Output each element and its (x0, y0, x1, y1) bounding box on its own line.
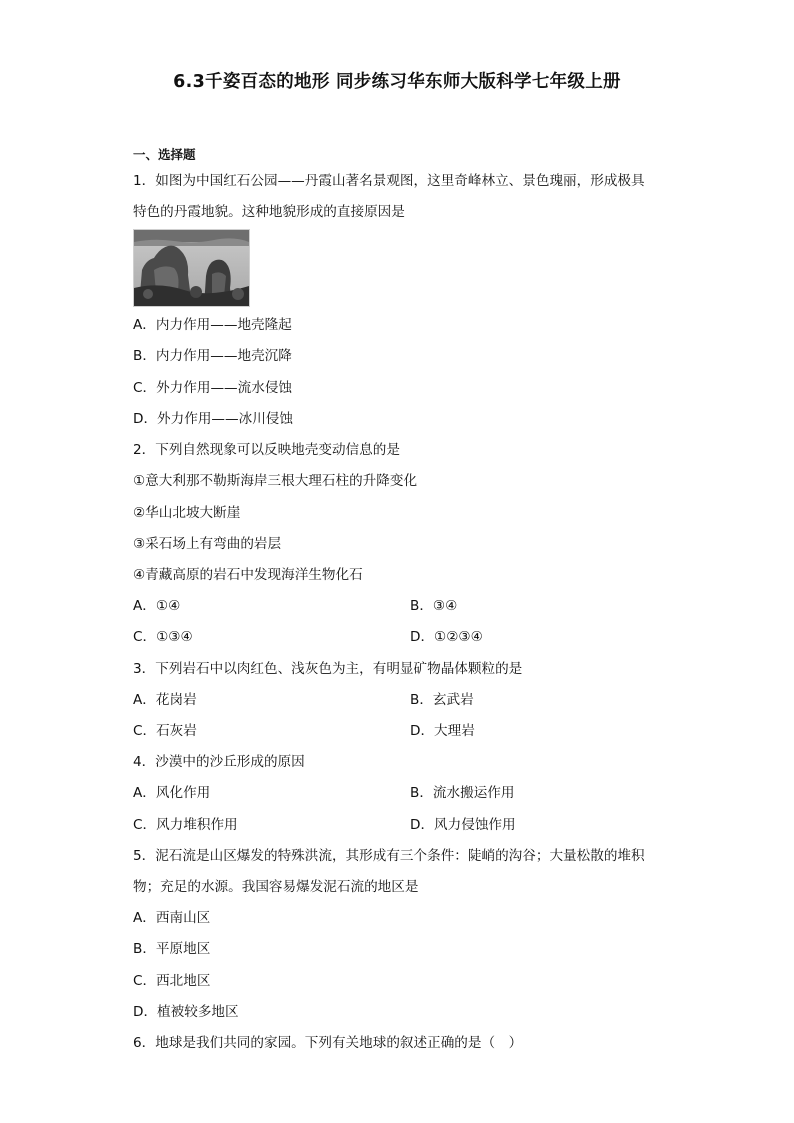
question-3-option-a: A．花岗岩 (133, 692, 197, 708)
question-3-option-d: D．大理岩 (410, 723, 475, 739)
question-2-option-d: D．①②③④ (410, 629, 483, 645)
question-5-stem-line2: 物；充足的水源。我国容易爆发泥石流的地区是 (133, 879, 419, 895)
section-heading: 一、选择题 (133, 147, 196, 162)
page-title: 6.3千姿百态的地形 同步练习华东师大版科学七年级上册 (173, 72, 621, 92)
question-4-option-d: D．风力侵蚀作用 (410, 817, 516, 833)
question-6-stem: 6．地球是我们共同的家园。下列有关地球的叙述正确的是（ ） (133, 1035, 523, 1051)
question-2-item-4: ④青藏高原的岩石中发现海洋生物化石 (133, 567, 363, 583)
question-4-option-b: B．流水搬运作用 (410, 785, 515, 801)
question-2-option-c: C．①③④ (133, 629, 193, 645)
question-3-stem: 3．下列岩石中以肉红色、浅灰色为主，有明显矿物晶体颗粒的是 (133, 661, 523, 677)
question-3-option-b: B．玄武岩 (410, 692, 474, 708)
question-3-option-c: C．石灰岩 (133, 723, 197, 739)
danxia-landform-photo (133, 229, 250, 307)
question-2-item-3: ③采石场上有弯曲的岩层 (133, 536, 282, 552)
question-4-stem: 4．沙漠中的沙丘形成的原因 (133, 754, 305, 770)
question-5-stem-line1: 5．泥石流是山区爆发的特殊洪流，其形成有三个条件：陡峭的沟谷；大量松散的堆积 (133, 848, 645, 864)
question-2-item-2: ②华山北坡大断崖 (133, 505, 241, 521)
question-5-option-d: D．植被较多地区 (133, 1004, 239, 1020)
question-1-option-d: D．外力作用——冰川侵蚀 (133, 411, 293, 427)
question-2-option-b: B．③④ (410, 598, 458, 614)
question-2-stem: 2．下列自然现象可以反映地壳变动信息的是 (133, 442, 400, 458)
question-4-option-a: A．风化作用 (133, 785, 211, 801)
question-5-option-c: C．西北地区 (133, 973, 211, 989)
question-4-option-c: C．风力堆积作用 (133, 817, 238, 833)
question-5-option-b: B．平原地区 (133, 941, 211, 957)
question-1-stem-line1: 1．如图为中国红石公园——丹霞山著名景观图，这里奇峰林立、景色瑰丽，形成极具 (133, 173, 645, 189)
question-2-option-a: A．①④ (133, 598, 181, 614)
question-1-stem-line2: 特色的丹霞地貌。这种地貌形成的直接原因是 (133, 204, 405, 220)
question-1-option-a: A．内力作用——地壳隆起 (133, 317, 292, 333)
question-1-option-c: C．外力作用——流水侵蚀 (133, 380, 293, 396)
danxia-photo-illustration (134, 230, 249, 306)
question-5-option-a: A．西南山区 (133, 910, 211, 926)
question-2-item-1: ①意大利那不勒斯海岸三根大理石柱的升降变化 (133, 473, 418, 489)
question-1-option-b: B．内力作用——地壳沉降 (133, 348, 292, 364)
